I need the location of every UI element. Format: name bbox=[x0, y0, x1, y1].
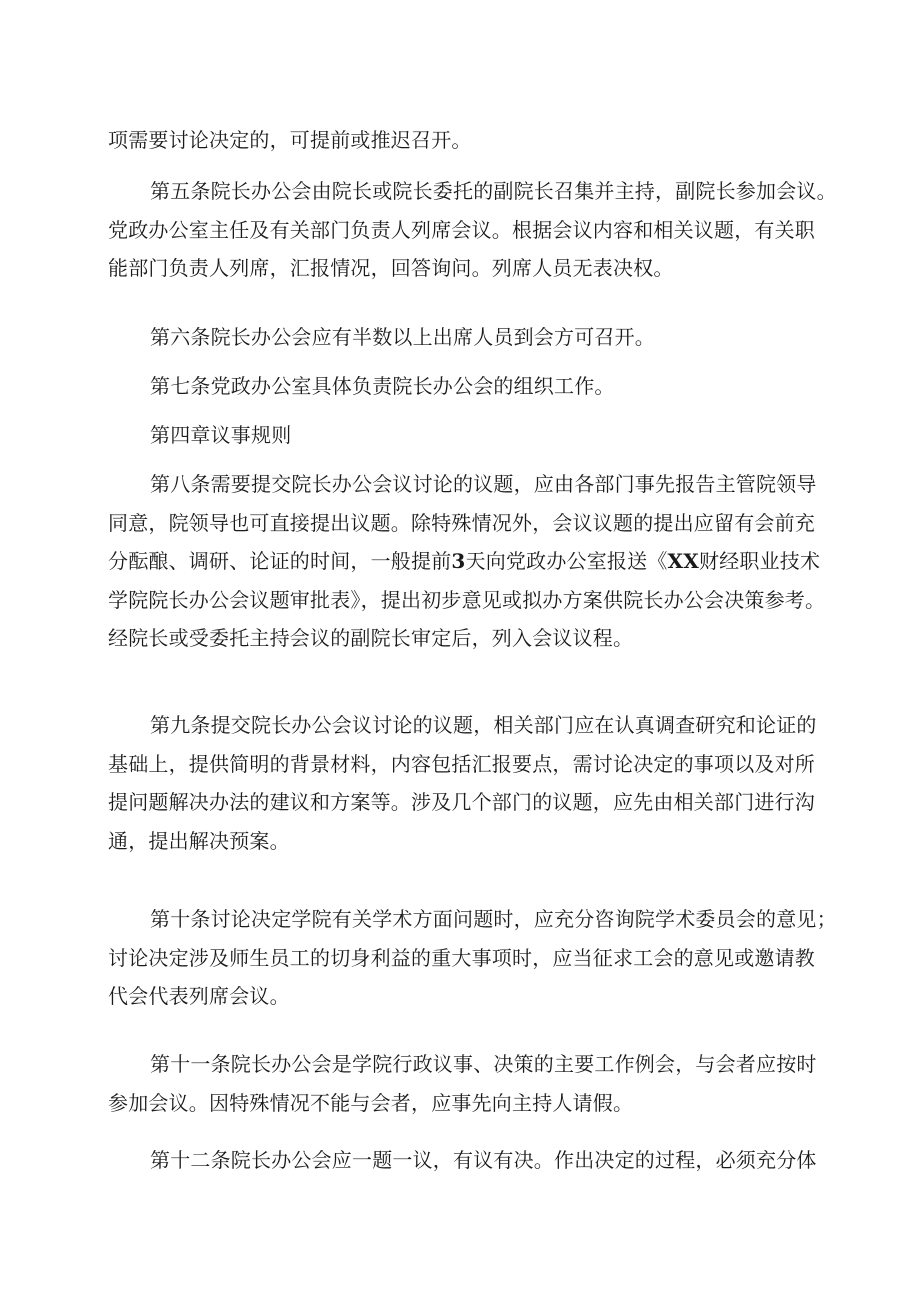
text-line: 经院长或受委托主持会议的副院长审定后，列入会议议程。 bbox=[108, 626, 634, 651]
bold-number: 3 bbox=[451, 549, 466, 574]
text-line: 提问题解决办法的建议和方案等。涉及几个部门的议题，应先由相关部门进行沟 bbox=[108, 790, 815, 815]
paragraph-article-11 bbox=[108, 1045, 824, 1122]
text-line: 第五条院长办公会由院长或院长委托的副院长召集并主持，副院长参加会议。 bbox=[150, 179, 837, 203]
paragraph-continuation bbox=[108, 121, 824, 160]
text-line: 第六条院长办公会应有半数以上出席人员到会方可召开。 bbox=[150, 325, 655, 349]
text-line bbox=[108, 542, 824, 581]
paragraph-article-12 bbox=[108, 1141, 824, 1180]
text-segment: 分酝酿、调研、论证的时间，一般提前 bbox=[108, 549, 452, 574]
text-line: 基础上，提供简明的背景材料，内容包括汇报要点，需讨论决定的事项以及对所 bbox=[108, 751, 815, 776]
text-line: 第七条党政办公室具体负责院长办公会的组织工作。 bbox=[150, 374, 615, 398]
text-line: 党政办公室主任及有关部门负责人列席会议。根据会议内容和相关议题，有关职 bbox=[108, 217, 815, 242]
text-line: 能部门负责人列席，汇报情况，回答询问。列席人员无表决权。 bbox=[108, 256, 674, 281]
paragraph-article-10 bbox=[108, 900, 837, 1016]
chapter-heading bbox=[108, 416, 824, 455]
paragraph-article-5 bbox=[108, 172, 837, 288]
text-line: 第十一条院长办公会是学院行政议事、决策的主要工作例会，与会者应按时 bbox=[150, 1052, 817, 1076]
text-segment: 天向党政办公室报送《 bbox=[465, 549, 668, 574]
paragraph-article-6 bbox=[108, 318, 824, 357]
text-line: 第十条讨论决定学院有关学术方面问题时，应充分咨询院学术委员会的意见； bbox=[150, 907, 837, 931]
text-line: 学院院长办公会议题审批表》，提出初步意见或拟办方案供院长办公会决策参考。 bbox=[108, 587, 826, 612]
text-line: 第九条提交院长办公会议讨论的议题，相关部门应在认真调查研究和论证的 bbox=[150, 713, 817, 737]
text-line: 同意，院领导也可直接提出议题。除特殊情况外，会议议题的提出应留有会前充 bbox=[108, 510, 815, 535]
paragraph-article-9 bbox=[108, 706, 824, 860]
bold-abbreviation: XX bbox=[667, 549, 699, 574]
chapter-title: 第四章议事规则 bbox=[150, 423, 292, 447]
paragraph-article-7 bbox=[108, 367, 824, 406]
text-segment: 财经职业技术 bbox=[698, 549, 821, 574]
text-line: 项需要讨论决定的，可提前或推迟召开。 bbox=[108, 128, 472, 152]
text-line: 第十二条院长办公会应一题一议，有议有决。作出决定的过程，必须充分体 bbox=[150, 1148, 817, 1172]
paragraph-article-8 bbox=[108, 465, 824, 658]
text-line: 讨论决定涉及师生员工的切身利益的重大事项时，应当征求工会的意见或邀请教 bbox=[108, 945, 815, 970]
text-line: 第八条需要提交院长办公会议讨论的议题，应由各部门事先报告主管院领导 bbox=[150, 472, 817, 496]
text-line: 代会代表列席会议。 bbox=[108, 984, 290, 1009]
text-line: 通，提出解决预案。 bbox=[108, 828, 290, 853]
text-line: 参加会议。因特殊情况不能与会者，应事先向主持人请假。 bbox=[108, 1090, 634, 1115]
